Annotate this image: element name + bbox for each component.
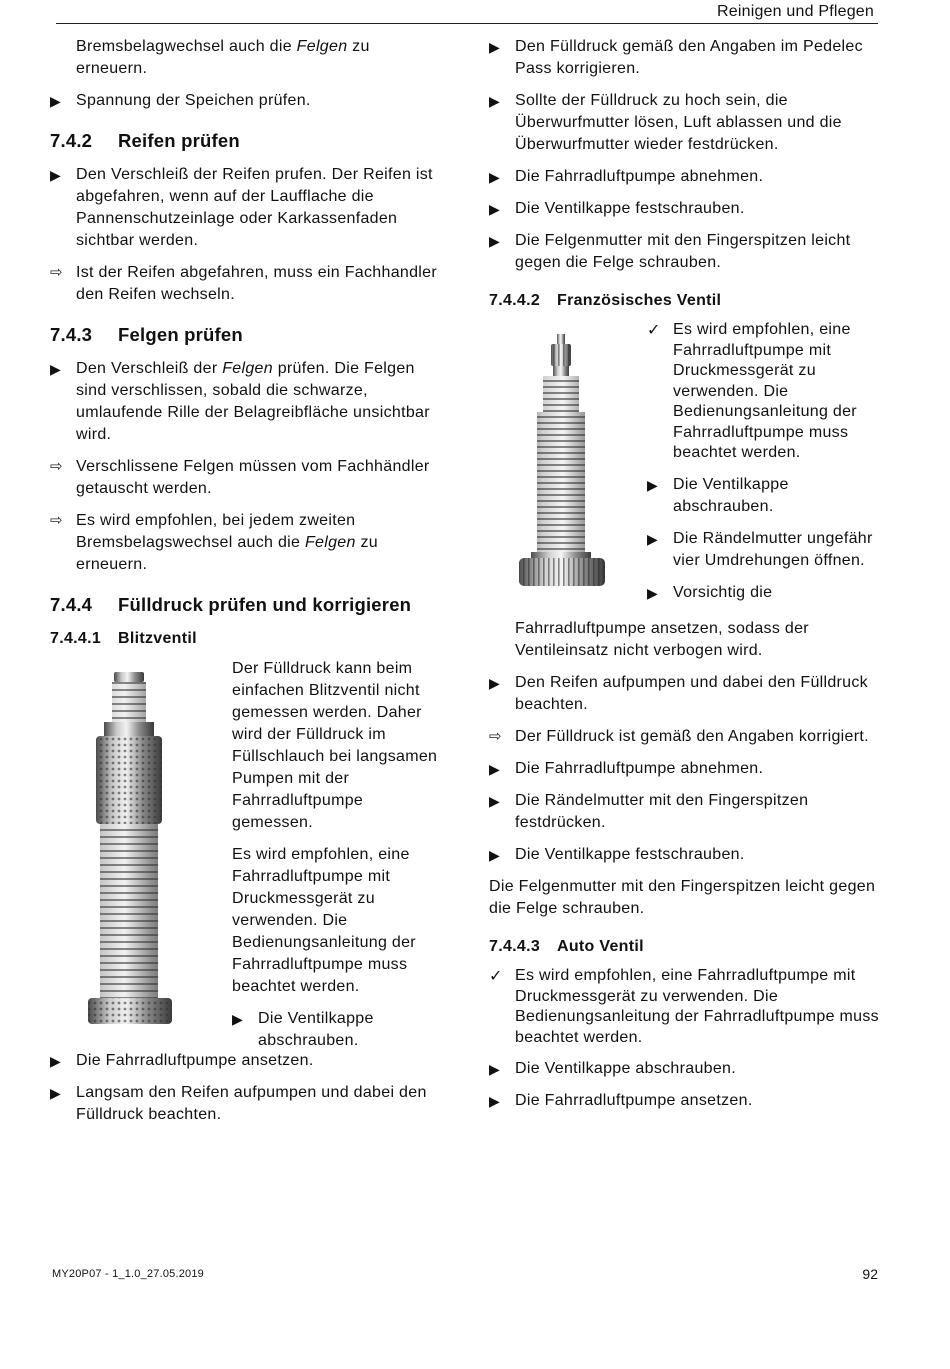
result-item: ⇨ Verschlissene Felgen müssen vom Fachhändler getauscht werden. — [50, 458, 430, 497]
result-item: ⇨ Der Fülldruck ist gemäß den Angaben korrigiert. — [489, 726, 881, 748]
triangle-right-icon: ▶ — [647, 584, 659, 601]
subsection-heading-7443: 7.4.4.3 Auto Ventil — [489, 938, 644, 955]
step-item: ▶ Den Verschleiß der Reifen prufen. Der Reifen ist abgefahren, wenn auf der Laufflache die Pannenschutzeinlage oder Karkassenfaden sichtbar werden. — [50, 166, 433, 249]
section-heading-744: 7.4.4 Fülldruck prüfen und korrigieren — [50, 594, 412, 615]
step-item: ▶ Spannung der Speichen prüfen. — [50, 90, 442, 112]
checkmark-icon: ✓ — [489, 968, 503, 985]
blitzventil-block — [50, 658, 442, 1050]
triangle-right-icon: ▶ — [50, 93, 62, 109]
hollow-arrow-right-icon: ⇨ — [489, 728, 502, 745]
step-item: ▶ Vorsichtig die — [647, 582, 883, 604]
step-item: ▶ Den Reifen aufpumpen und dabei den Fülldruck beachten. — [489, 674, 868, 713]
subsection-heading-7441: 7.4.4.1 Blitzventil — [50, 630, 197, 647]
triangle-right-icon: ▶ — [489, 1061, 501, 1077]
step-item: ▶ Die Fahrradluftpumpe ansetzen. — [50, 1050, 442, 1072]
hollow-arrow-right-icon: ⇨ — [50, 264, 63, 281]
step-item: ▶ Die Rändelmutter mit den Fingerspitzen festdrücken. — [489, 792, 809, 831]
left-column — [50, 36, 442, 1136]
triangle-right-icon: ▶ — [489, 93, 501, 109]
triangle-right-icon: ▶ — [647, 530, 659, 547]
triangle-right-icon: ▶ — [232, 1011, 244, 1027]
hollow-arrow-right-icon: ⇨ — [50, 512, 63, 529]
step-item: ▶ Die Fahrradluftpumpe ansetzen. — [489, 1090, 881, 1112]
triangle-right-icon: ▶ — [489, 201, 501, 217]
precondition-item: ✓ Es wird empfohlen, eine Fahrradluftpumpe mit Druckmessgerät zu verwenden. Die Bedienungsanleitung der Fahrradluftpumpe muss beachtet werden. — [647, 321, 857, 461]
step-item: ▶ Die Ventilkappe abschrauben. — [647, 475, 789, 515]
result-item: ⇨ Es wird empfohlen, bei jedem zweiten Bremsbelagswechsel auch die Felgen zu erneuern. — [50, 512, 378, 573]
blitzventil-paragraph-1: Der Fülldruck kann beim einfachen Blitzventil nicht gemessen werden. Daher wird der Fülldruck im Füllschlauch bei langsamen Pumpen mit der Fahrradluftpumpe gemessen. — [232, 660, 438, 831]
step-item: ▶ Die Ventilkappe festschrauben. — [489, 198, 881, 220]
triangle-right-icon: ▶ — [489, 169, 501, 185]
triangle-right-icon: ▶ — [647, 476, 659, 493]
right-column — [489, 36, 881, 1122]
header-rule — [56, 23, 878, 24]
step-item: ▶ Die Felgenmutter mit den Fingerspitzen leicht gegen die Felge schrauben. — [489, 232, 851, 271]
triangle-right-icon: ▶ — [489, 233, 501, 249]
triangle-right-icon: ▶ — [50, 167, 62, 183]
step-item: ▶ Sollte der Fülldruck zu hoch sein, die Überwurfmutter lösen, Luft ablassen und die Überwurfmutter wieder festdrücken. — [489, 92, 842, 153]
step-item: ▶ Die Ventilkappe festschrauben. — [489, 844, 881, 866]
franzoesisch-block — [489, 320, 881, 618]
step-item: ▶ Die Rändelmutter ungefähr vier Umdrehungen öffnen. — [647, 529, 873, 569]
section-heading-743: 7.4.3 Felgen prüfen — [50, 324, 243, 345]
step-item: ▶ Die Ventilkappe abschrauben. — [232, 1010, 374, 1049]
result-item: ⇨ Ist der Reifen abgefahren, muss ein Fachhandler den Reifen wechseln. — [50, 264, 437, 303]
blitzventil-text — [232, 658, 446, 1062]
step-continuation: Fahrradluftpumpe ansetzen, sodass der Ventileinsatz nicht verbogen wird. — [515, 620, 809, 659]
triangle-right-icon: ▶ — [489, 1093, 501, 1109]
step-item: ▶ Den Verschleiß der Felgen prüfen. Die Felgen sind verschlissen, sobald die schwarze, umlaufende Rille der Belagreibfläche unsichtbar wird. — [50, 360, 430, 443]
step-item: ▶ Die Fahrradluftpumpe abnehmen. — [489, 166, 881, 188]
triangle-right-icon: ▶ — [489, 847, 501, 863]
hollow-arrow-right-icon: ⇨ — [50, 458, 63, 475]
continued-paragraph: Bremsbelagwechsel auch die Felgen zu erneuern. — [76, 38, 370, 77]
triangle-right-icon: ▶ — [50, 361, 62, 377]
document-id: MY20P07 - 1_1.0_27.05.2019 — [52, 1268, 204, 1280]
franzoesisch-text — [647, 320, 883, 604]
checkmark-icon: ✓ — [647, 322, 661, 339]
franzoesisches-ventil-image — [513, 334, 613, 594]
triangle-right-icon: ▶ — [50, 1053, 62, 1069]
chapter-title: Reinigen und Pflegen — [716, 3, 874, 20]
blitzventil-image — [74, 670, 186, 1030]
triangle-right-icon: ▶ — [50, 1085, 62, 1101]
precondition-item: ✓ Es wird empfohlen, eine Fahrradluftpumpe mit Druckmessgerät zu verwenden. Die Bedienungsanleitung der Fahrradluftpumpe muss beachtet werden. — [489, 967, 879, 1046]
triangle-right-icon: ▶ — [489, 793, 501, 809]
page-number: 92 — [862, 1266, 878, 1282]
step-item: ▶ Die Ventilkappe abschrauben. — [489, 1058, 881, 1080]
step-item: ▶ Die Fahrradluftpumpe abnehmen. — [489, 758, 881, 780]
subsection-heading-7442: 7.4.4.2 Französisches Ventil — [489, 292, 722, 309]
step-item: ▶ Langsam den Reifen aufpumpen und dabei den Fülldruck beachten. — [50, 1084, 427, 1123]
closing-paragraph: Die Felgenmutter mit den Fingerspitzen leicht gegen die Felge schrauben. — [489, 878, 876, 917]
step-item: ▶ Den Fülldruck gemäß den Angaben im Pedelec Pass korrigieren. — [489, 38, 863, 77]
triangle-right-icon: ▶ — [489, 761, 501, 777]
section-heading-742: 7.4.2 Reifen prüfen — [50, 130, 240, 151]
blitzventil-paragraph-2: Es wird empfohlen, eine Fahrradluftpumpe mit Druckmessgerät zu verwenden. Die Bedienungsanleitung der Fahrradluftpumpe muss beachtet werden. — [232, 846, 416, 995]
triangle-right-icon: ▶ — [489, 675, 501, 691]
triangle-right-icon: ▶ — [489, 39, 501, 55]
